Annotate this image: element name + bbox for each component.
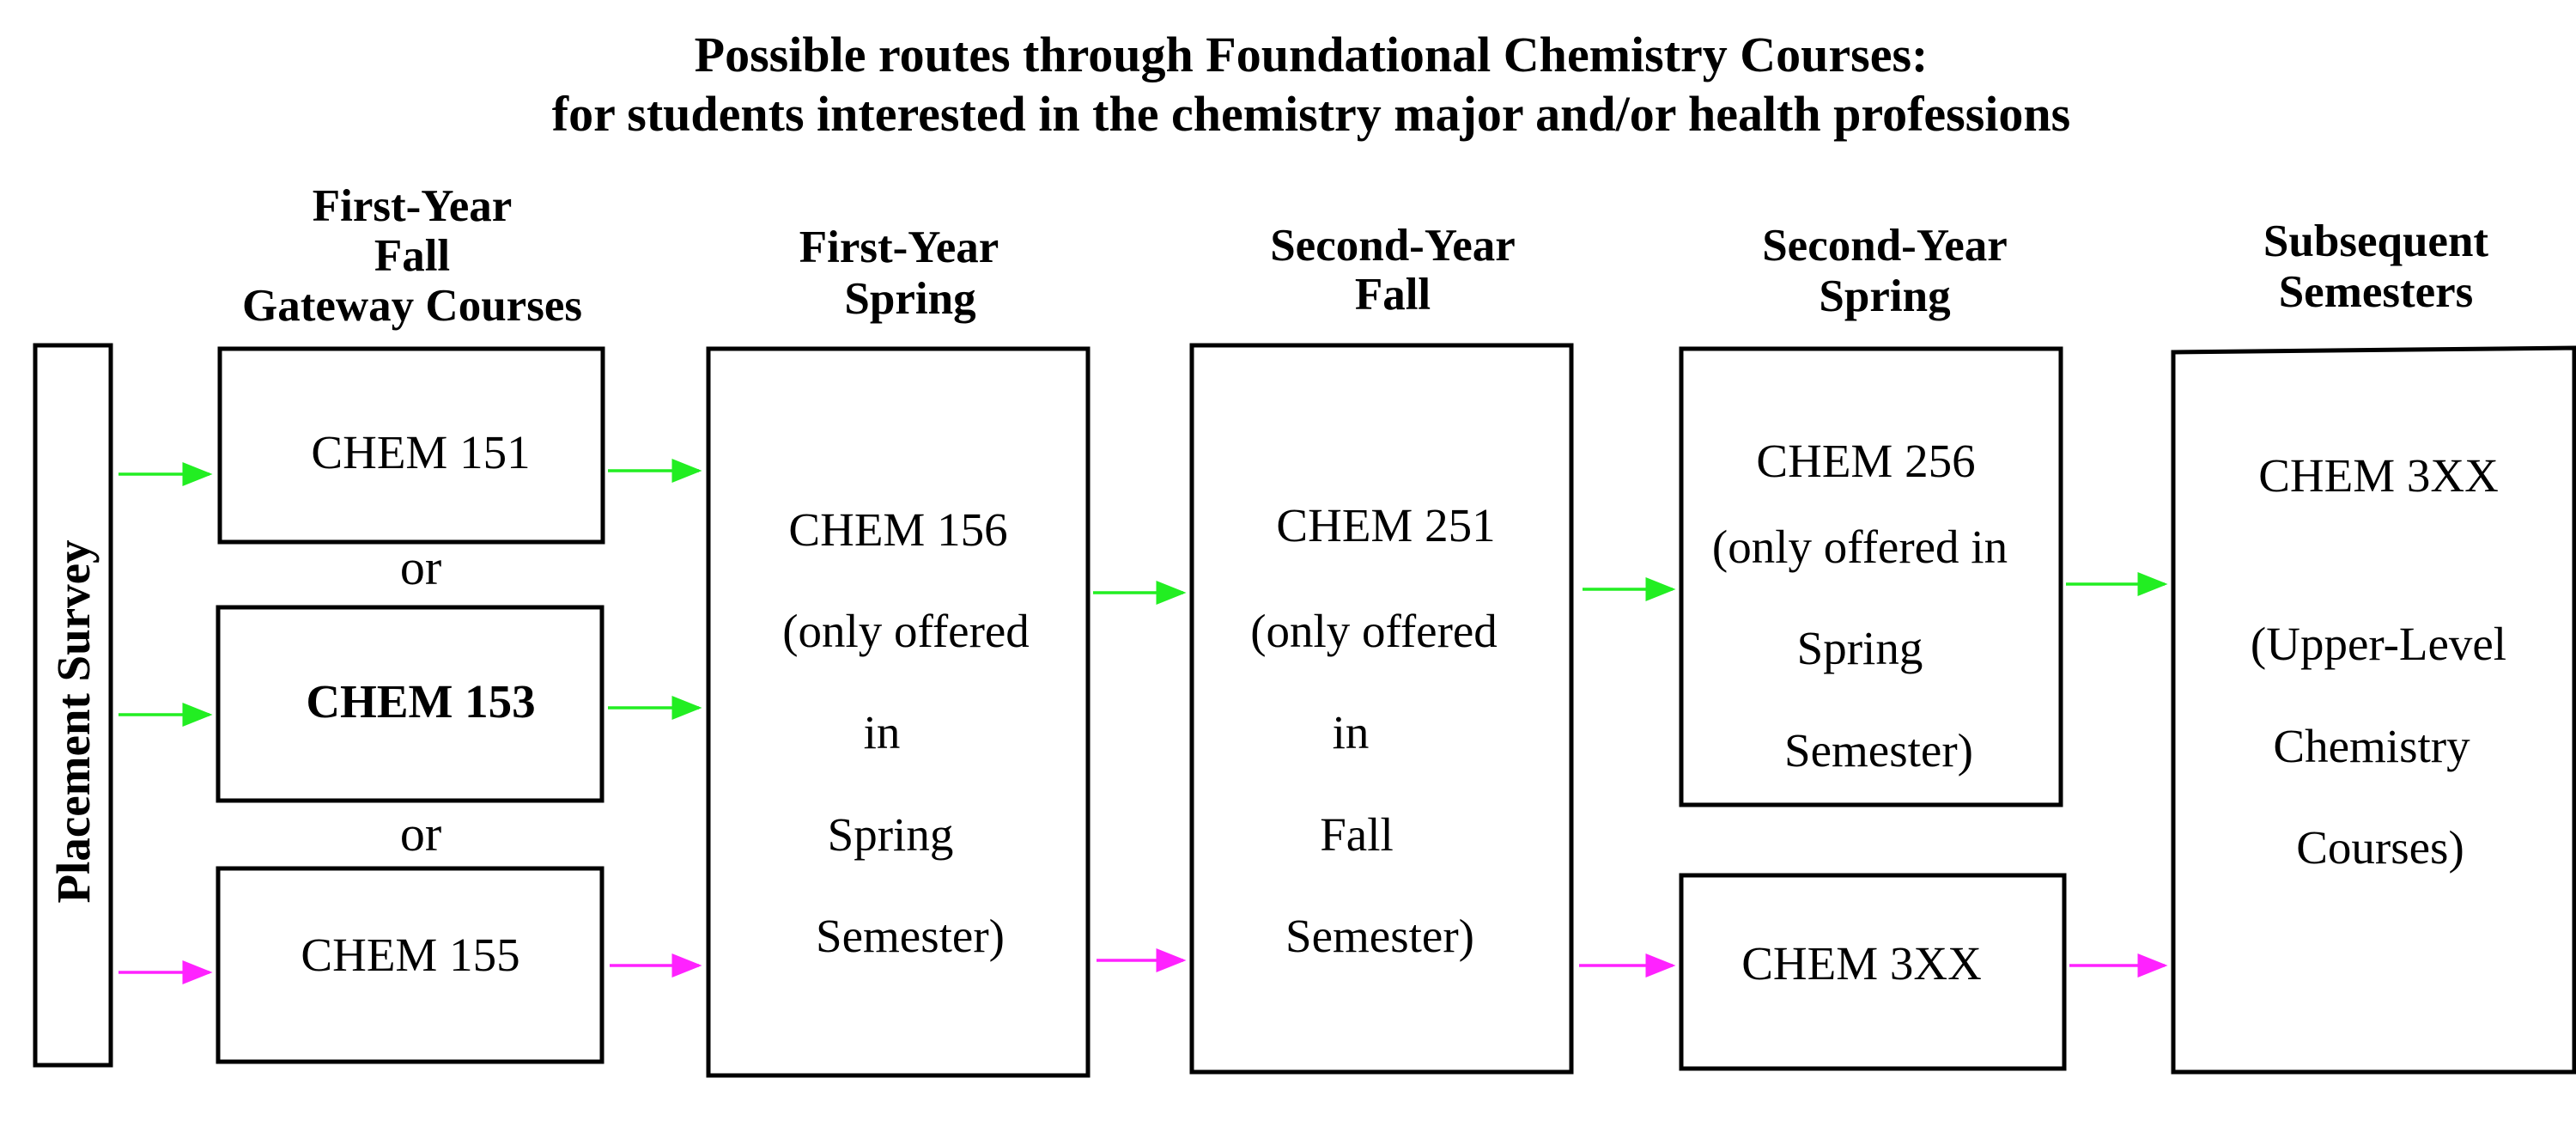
course-text-line: Semester) (816, 910, 1005, 962)
course-text-line: in (863, 706, 901, 758)
column-header-second-year-fall (1270, 221, 1516, 320)
or-connector: or (399, 806, 442, 862)
column-header-line: First-Year (799, 222, 999, 272)
course-text-line: in (1332, 706, 1370, 758)
column-header-line: Semesters (2278, 267, 2474, 317)
course-label-chem-3xx-lower: CHEM 3XX (1741, 937, 1982, 990)
or-connector: or (399, 539, 442, 595)
column-header-subsequent-semesters (2263, 216, 2489, 317)
column-header-line: First-Year (312, 181, 513, 231)
course-text-line: CHEM 251 (1276, 499, 1496, 551)
course-text-line: (only offered (1250, 605, 1498, 657)
column-header-first-year-spring (799, 222, 999, 324)
column-header-line: Spring (844, 274, 976, 324)
column-header-line: Second-Year (1762, 221, 2008, 271)
course-text-line: CHEM 3XX (2258, 449, 2499, 502)
column-header-first-year-fall (242, 181, 582, 331)
course-text-line: Fall (1320, 808, 1394, 861)
placement-survey-label: Placement Survey (47, 539, 100, 904)
course-label-chem-153: CHEM 153 (306, 675, 536, 728)
course-text-line: Spring (1796, 622, 1923, 674)
course-text-line: Semester) (1784, 724, 1973, 777)
diagram-title-line1: Possible routes through Foundational Chemistry Courses: (694, 27, 1929, 82)
course-text-line: CHEM 256 (1756, 435, 1976, 487)
course-text-line: (only offered (782, 605, 1030, 657)
column-header-second-year-spring (1762, 221, 2008, 321)
course-text-line: Courses) (2296, 821, 2464, 874)
course-text-line: (only offered in (1711, 521, 2008, 573)
diagram-title-line2: for students interested in the chemistry major and/or health professions (551, 86, 2071, 142)
course-box-chem-251 (1192, 345, 1571, 1072)
course-text-line: Spring (827, 808, 954, 861)
course-text-line: Semester) (1285, 910, 1474, 962)
course-label-chem-155: CHEM 155 (301, 929, 520, 981)
column-header-line: Fall (1354, 270, 1431, 320)
column-header-line: Subsequent (2263, 216, 2489, 266)
column-header-line: Fall (374, 231, 451, 281)
column-header-line: Spring (1819, 271, 1951, 321)
course-text-line: Chemistry (2273, 720, 2470, 772)
course-text-line: (Upper-Level (2250, 618, 2507, 670)
course-text-line: CHEM 156 (788, 503, 1008, 556)
column-header-line: Second-Year (1270, 221, 1516, 271)
course-label-chem-151: CHEM 151 (311, 426, 531, 478)
column-header-line: Gateway Courses (242, 281, 582, 331)
